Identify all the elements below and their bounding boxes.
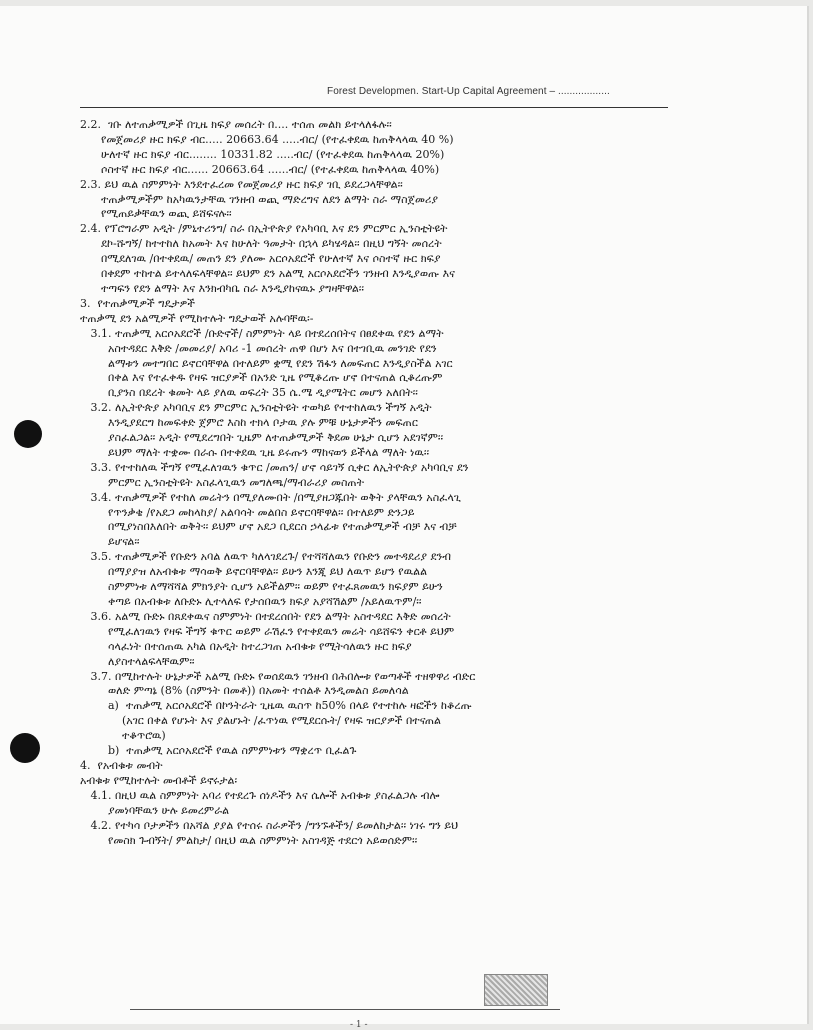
text-line: 3.6. አልሚ ቡድኑ በጸደቀዉና ስምምነት በተደረሰበት የደን ልማት አስተዳደር እቅድ መሰረት	[80, 609, 451, 623]
text-line: ልማቱን መተግበር ይኖርባቸዋል በተለይም ቋሚ የደን ሽፋን ለመፍጠር እንዲያስችል አገር	[80, 356, 453, 370]
text-line: ያመነባቸዉን ሁሉ ይመረምራል	[80, 803, 230, 817]
text-line: ወለድ ምጣኔ (8% (ስምንት በመቶ)) በአመት ተሰልቶ እንዲመልስ ይመለሳል	[80, 684, 409, 698]
header-divider	[80, 107, 668, 108]
text-line: ተጣፍን የደን ልማት እና እንክብካቤ ስራ እንዲያከናዉኑ ያግዛቸዋል፡፡	[80, 281, 364, 295]
text-line: ሁለተኛ ዙር ክፍያ ብር........ 10331.82 .....ብር/ (የተፈቀደዉ ከጠቅላላዉ 20%)	[80, 147, 445, 161]
text-line: ይሆናል፡፡	[80, 535, 140, 549]
text-line: የመስክ ጉብኝት/ ምልከታ/ በዚህ ዉል ስምምነት አስገዳጅ ተደርጎ አይወሰድም፡፡	[80, 833, 418, 847]
text-line: አስተዳደር እቅድ /መመሪያ/ አባሪ -1 መሰረት ጠዋ በሆነ እና በተገቢዉ መንገድ የደን	[80, 341, 437, 355]
text-line: 2.3. ይህ ዉል ስምምነት እንደተፈረመ የመጀመሪያ ዙር ክፍያ ገቢ ይደረጋላቸዋል፡፡	[80, 177, 403, 191]
text-line: የመጀመሪያ ዙር ክፍያ ብር..... 20663.64 .....ብር/ (የተፈቀደዉ ከጠቅላላዉ 40 %)	[80, 132, 454, 146]
text-line: በሚያነስበእለበት ወቅት፡፡ ይህም ሆኖ አደጋ ቢደርስ ኃላፊቱ የተጠቃሚዎች ብቻ እና ብቻ	[80, 520, 457, 534]
text-line: b) ተጠቃሚ አርሶአደሮች የዉል ስምምነቱን ማቋረጥ ቢፈልጉ	[80, 744, 357, 758]
text-line: አብቁቱ የሚከተሉት መብቶች ይኖሩታል፡	[80, 773, 238, 787]
page-number: - 1 -	[350, 1020, 368, 1030]
text-line: ለያስተላልፍላቸዉም፡፡	[80, 654, 195, 668]
text-line: የሚጠይቃቸዉን ወጪ ይሸፍናሉ፡፡	[80, 207, 232, 221]
text-line: ተቆጥሮዉ)	[80, 729, 166, 743]
text-line: 3.3. የተተከለዉ ችግኝ የሚፈለገዉን ቁጥር /መጠን/ ሆኖ ሳይገኝ ሲቀር ለኢትዮጵያ አካባቢና ደን	[80, 460, 469, 474]
text-line: 3.2. ለኢትዮጵያ አካባቢና ደን ምርምር ኢንስቲትዩት ተወካይ የተተከለዉን ችግኝ አዲት	[80, 401, 432, 415]
text-line: 3.4. ተጠቃሚዎች የተከለ መሬትን በሚያለሙበት /በሚያዘጋጁበት ወቅት ያላቸዉን አስፈላጊ	[80, 490, 461, 504]
text-line: 3.1. ተጠቃሚ አርሶአደሮች /ቡድኖች/ ስምምነት ላይ በተደረሰበትና በፀደቀዉ የደን ልማት	[80, 326, 444, 340]
footer-divider	[130, 1009, 560, 1010]
text-line: ሳላፈነት በተሰጠዉ አካል በአዲት ከተረጋገጠ አብቁቱ የሚትሳለዉን ዙር ክፍያ	[80, 639, 412, 653]
text-line: 2.4. የፕሮግራም አዲት /ምኒተሪንግ/ ስራ በኢትዮጵያ የአካባቢ እና ደን ምርምር ኢንስቲትዩት	[80, 222, 448, 236]
text-line: ይህም ማለት ተቋሙ በራሱ በተቀደዉ ጊዜ ይሩጡን ማከናወን ይችላል ማለት ነዉ፡፡	[80, 445, 430, 459]
text-line: ምርምር ኢንስቲትዩት አስፈላጊዉን መግለጫ/ማብራሪያ መስጠት	[80, 475, 365, 489]
text-line: 2.2. ገቡ ለተጠቃሚዎች በጊዜ ክፍያ መሰረት በ.... ተሰጠ መልክ ይተላለፋሉ፡፡	[80, 118, 392, 131]
text-line: በቀል እና የተፈቀዱ የዛፍ ዝርያዎች በአንድ ጊዜ የሚቆረጡ ሆኖ በተናጠል ሲቆረጡም	[80, 371, 443, 385]
text-line: የጥንቃቄ /የአደጋ መከላከያ/ አልባሳት መልበስ ይኖርባቸዋል፡፡ በተለይም ድንጋይ	[80, 505, 415, 519]
text-line: በማያያዝ ለአብቁቱ ማሳወቅ ይኖርባቸዋል፡፡ ይሁን እንጂ ይህ ለዉጥ ይሆን የዉልል	[80, 565, 428, 579]
document-page	[0, 6, 807, 1030]
punch-hole	[14, 420, 42, 448]
stamp-image	[484, 974, 548, 1006]
text-line: 4.2. የተካሳ ቦታዎችን በአሻል ያያል የተሰሩ ስራዎችን /ግንኙቶችን/ ይመለከታል፡፡ ነገሩ ግን ይህ	[80, 818, 459, 832]
document-body	[80, 118, 680, 848]
text-line: የሚፈለገዉን የዛፍ ችግኝ ቁጥር ወይም ራሽፈን የተቀደዉን መሬት ሳይሸፍን ቀርቶ ይህም	[80, 624, 455, 638]
text-line: እንዲያደርግ ከመፍቀድ ጀምሮ እስከ ተክላ ቦታዉ ያሉ ምቹ ሁኔታዎችን መፍጠር	[80, 416, 418, 430]
text-line: ስምምነቱ ለማሻሻል ምክንያት ሲሆን አይችልም፡፡ ወይም የተፈጸመዉን ክፍያም ይሁን	[80, 580, 443, 594]
text-line: ደኮ-ሹግኝ/ ከተተከለ ከአመት እና ከሁለት ዓመታት በኋላ ይካሄዳል፡፡ በዚህ ግኝት መሰረት	[80, 237, 442, 251]
text-line: 3.7. በሚከተሉት ሁኔታዎች አልሚ ቡድኑ የወሰደዉን ገንዘብ በሕበሎቱ የወጣቶች ተዘዋዋሪ ብድር	[80, 669, 476, 683]
text-line: በሚደለገዉ /በተቀደዉ/ መጠን ደን ያለሙ አርሶአደሮች የሁለተኛ እና ሶስተኛ ዙር ክፍያ	[80, 252, 441, 266]
text-line: a) ተጠቃሚ አርሶአደሮች በኮንትራት ጊዜዉ ዉስጥ ከ50% በላይ የተተከሉ ዛፎችን ከቆረጡ	[80, 699, 472, 713]
punch-hole	[10, 733, 40, 763]
text-line: በቀደም ተከተል ይተላለፍላቸዋል፡፡ ይህም ደን አልሚ አርሶአደሮችን ገንዘብ እንዲያወጡ እና	[80, 267, 455, 281]
text-line: ቀጣይ በአብቁቱ ለቡድኑ ሊተላለፍ የታሰበዉን ክፍያ አያሻሽልም /አይለዉጥም/፡፡	[80, 595, 422, 608]
text-line: 3. የተጠቃሚዎች ግዴታዎች	[80, 296, 196, 310]
text-line: ተጠቃሚ ደን አልሚዎች የሚከተሉት ግዴታወች አሉባቸዉ፡-	[80, 311, 314, 325]
text-line: ቢያንስ በደረት ቁመት ላይ ያለዉ ወፍረት 35 ሴ.ሜ ዲያሜትር መሆን አለበት፡፡	[80, 386, 418, 400]
text-line: (አገር በቀል የሆኑት እና ያልሆኑት /ፈጥነዉ የሚደርሱት/ የዛፍ ዝርያዎች በተናጠል	[80, 714, 441, 728]
text-line: ተጠቃሚዎችም ከአካዉንታቸዉ ገንዘብ ወጪ ማድረግና ለደን ልማት ስራ ማስጀመሪያ	[80, 192, 438, 206]
page-header: Forest Developmen. Start-Up Capital Agreement – ..................	[327, 86, 610, 97]
text-line: 4.1. በዚህ ዉል ስምምነት አባሪ የተደረጉ ሰነዶችን እና ሴሎች አብቁቱ ያስፈልጋሉ ብሎ	[80, 788, 440, 802]
text-line: ያስፈልጋል፡፡ አዲት የሚደረግበት ጊዜም ለተጠቃሚዎች ቅደመ ሁኔታ ሲሆን አደገኛም፡፡	[80, 431, 444, 445]
text-line: 4. የአብቁቱ መብት	[80, 758, 163, 772]
text-line: 3.5. ተጠቃሚዎች የቡድን አባል ለዉጥ ካለላገደረጉ/ የተሻሻለዉን የቡድን መተዳደሪያ ደንብ	[80, 550, 451, 564]
text-line: ሶስተኛ ዙር ክፍያ ብር...... 20663.64 ......ብር/ (የተፈቀደዉ ከጠቅላላዉ 40%)	[80, 162, 440, 176]
